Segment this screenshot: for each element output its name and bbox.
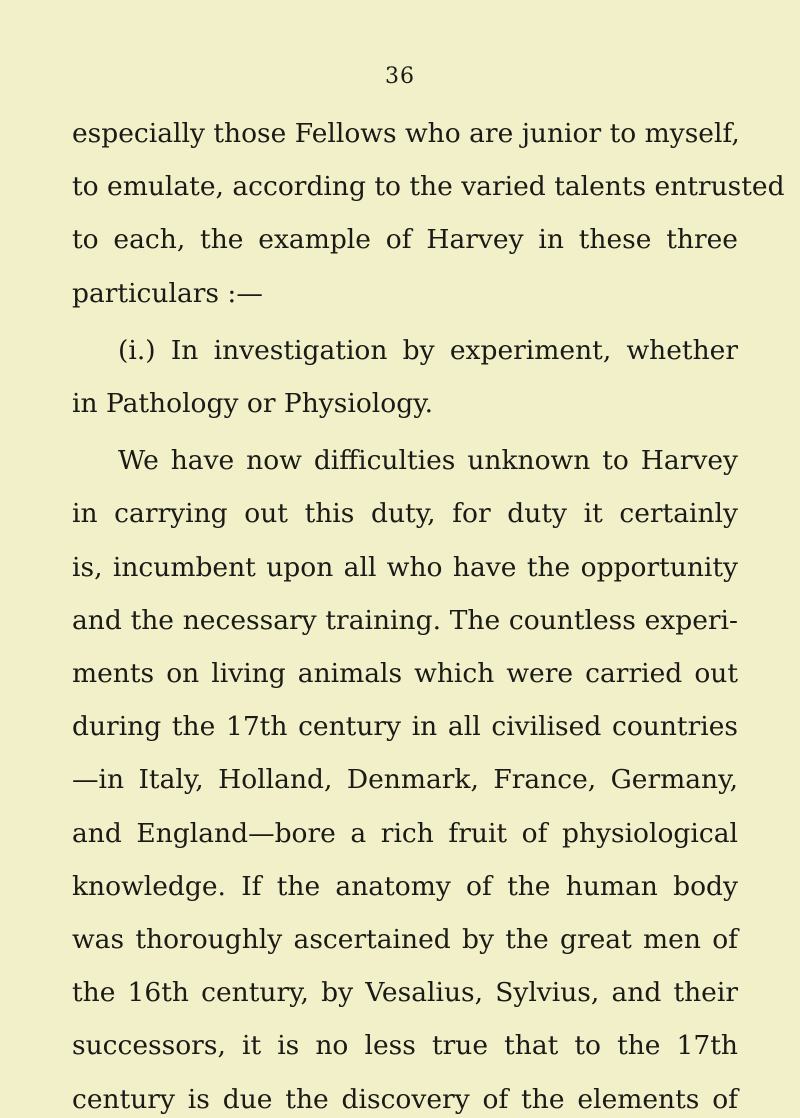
text-line-14: and England—bore a rich fruit of physiological — [72, 818, 738, 849]
text-line-5: (i.) In investigation by experiment, whether — [118, 335, 738, 366]
text-line-16: was thoroughly ascertained by the great men of — [72, 924, 738, 955]
page-number: 36 — [385, 64, 415, 89]
text-line-8: in carrying out this duty, for duty it certainly — [72, 498, 738, 529]
text-line-18: successors, it is no less true that to the 17th — [72, 1030, 738, 1061]
text-line-19: century is due the discovery of the elements of — [72, 1084, 738, 1115]
text-line-9: is, incumbent upon all who have the opportunity — [72, 552, 738, 583]
text-line-2: to emulate, according to the varied talents entrusted — [72, 171, 785, 202]
text-line-12: during the 17th century in all civilised countries — [72, 711, 738, 742]
text-line-15: knowledge. If the anatomy of the human body — [72, 871, 738, 902]
text-line-6: in Pathology or Physiology. — [72, 388, 434, 419]
text-line-7: We have now difficulties unknown to Harvey — [118, 445, 738, 476]
text-line-1: especially those Fellows who are junior to myself, — [72, 118, 740, 149]
text-line-17: the 16th century, by Vesalius, Sylvius, and their — [72, 977, 738, 1008]
text-line-13: —in Italy, Holland, Denmark, France, Germany, — [72, 764, 738, 795]
text-line-10: and the necessary training. The countless experi- — [72, 605, 738, 636]
text-line-3: to each, the example of Harvey in these three — [72, 224, 738, 255]
text-line-11: ments on living animals which were carried out — [72, 658, 738, 689]
text-line-4: particulars :— — [72, 278, 263, 309]
